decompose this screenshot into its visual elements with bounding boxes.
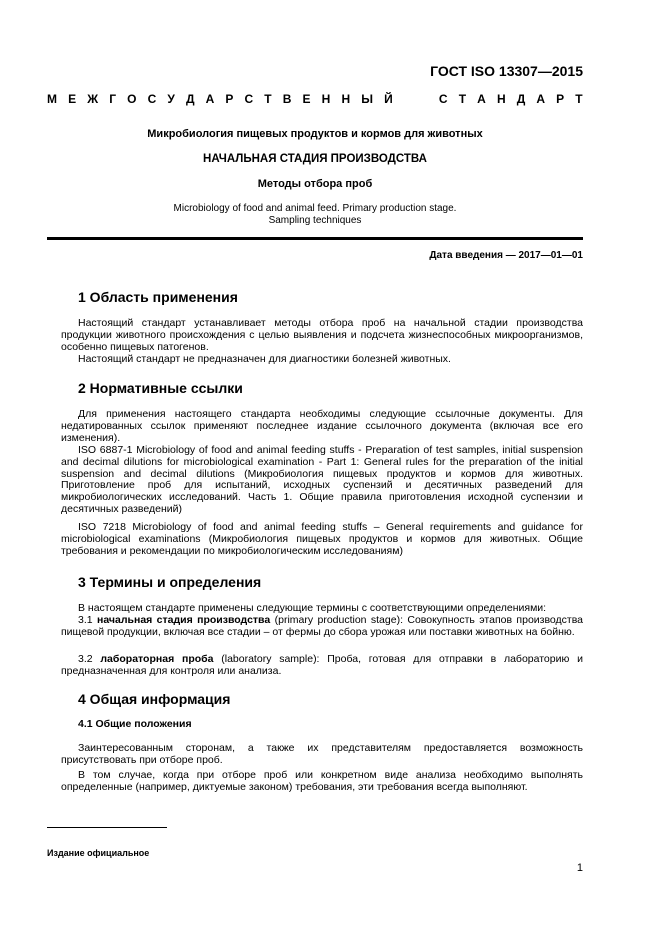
term-3-2: 3.2 лабораторная проба (laboratory sample): Проба, готовая для отправки в лабораторию и предназначенная для контроля или анализа.	[61, 653, 583, 677]
heading-letter: В	[282, 92, 292, 106]
term-3-1: 3.1 начальная стадия производства (primary production stage): Совокупность этапов производства пищевой продукции, включая все стадии – от фермы до сбора урожая или поставки животных на бойню.	[61, 614, 584, 638]
section-4-1-paragraph-2: В том случае, когда при отборе проб или конкретном виде анализа необходимо выполнять определенные (например, диктуемые законом) требования, эти требования всегда выполняют.	[61, 769, 583, 793]
heading-letter: У	[167, 92, 175, 106]
section-3-paragraph-1: В настоящем стандарте применены следующие термины с соответствующими определениями:	[78, 602, 547, 614]
heading-letter: Й	[384, 92, 393, 106]
heading-letter: Д	[185, 92, 195, 106]
heading-letter: Ы	[361, 92, 373, 106]
section-1-heading: 1 Область применения	[78, 289, 238, 305]
heading-letter: О	[127, 92, 137, 106]
page-number: 1	[576, 862, 583, 874]
heading-letter: Г	[109, 92, 117, 106]
heading-letter: Н	[321, 92, 331, 106]
section-3-heading: 3 Термины и определения	[78, 574, 262, 590]
english-title-line1: Microbiology of food and animal feed. Primary production stage.	[173, 203, 457, 214]
official-edition-label: Издание официальное	[47, 848, 150, 858]
interstate-standard-heading	[47, 92, 583, 106]
section-2-paragraph-1: Для применения настоящего стандарта необходимы следующие ссылочные документы. Для недатированных ссылок применяют последнее издание ссылочного документа (включая все его изменения).	[61, 408, 583, 444]
english-title-line2: Sampling techniques	[268, 215, 362, 226]
standard-subject: Микробиология пищевых продуктов и кормов для животных	[147, 128, 483, 140]
heading-letter: Е	[302, 92, 311, 106]
heading-letter: Р	[556, 92, 565, 106]
subsection-4-1-heading: 4.1 Общие положения	[78, 718, 192, 730]
heading-letter: А	[205, 92, 215, 106]
section-2-reference-iso-6887-1: ISO 6887-1 Microbiology of food and animal feeding stuffs - Preparation of test samples, initial suspension and decimal dilutions for microbiological examination - Part 1: General rules for the preparation of the initial suspension and decimal dilutions (Микробиология пищевых продуктов и кормов для животных. Приготовление проб для испытаний, исходных суспензий и десятичных разведений для микробиологических исследований. Часть 1. Общие правила приготовления исходной суспензии и десятичных разведений)	[61, 444, 583, 515]
section-1-paragraph-2: Настоящий стандарт не предназначен для диагностики болезней животных.	[78, 353, 451, 365]
heading-letter: Ж	[87, 92, 99, 106]
heading-letter: Р	[225, 92, 234, 106]
heading-letter: С	[438, 92, 448, 106]
heading-letter: А	[477, 92, 486, 106]
term-3-1-name: начальная стадия производства	[97, 614, 271, 626]
section-1-paragraph-1: Настоящий стандарт устанавливает методы отбора проб на начальной стадии производства продукции животного происхождения с целью выявления и подсчета жизнеспособных микроорганизмов, особенно пищевых патогенов.	[61, 317, 583, 353]
footer-divider	[47, 827, 167, 828]
section-4-1-paragraph-1: Заинтересованным сторонам, а также их представителям предоставляется возможность присутствовать при отборе проб.	[61, 742, 583, 766]
standard-title: НАЧАЛЬНАЯ СТАДИЯ ПРОИЗВОДСТВА	[203, 153, 427, 165]
heading-letter: С	[147, 92, 157, 106]
heading-letter: Е	[68, 92, 77, 106]
standard-subtitle: Методы отбора проб	[257, 178, 373, 190]
section-2-heading: 2 Нормативные ссылки	[78, 380, 243, 396]
section-4-heading: 4 Общая информация	[78, 691, 231, 707]
section-2-reference-iso-7218: ISO 7218 Microbiology of food and animal feeding stuffs – General requirements and guidance for microbiological examinations (Микробиология пищевых продуктов и кормов для животных. Общие требования и рекомендации по микробиологическим исследованиям)	[61, 521, 583, 557]
heading-letter: Д	[516, 92, 526, 106]
document-code: ГОСТ ISO 13307—2015	[430, 63, 583, 79]
heading-letter: Н	[341, 92, 351, 106]
heading-letter: Н	[496, 92, 506, 106]
heading-letter: А	[536, 92, 546, 106]
heading-letter: Т	[264, 92, 272, 106]
english-title	[47, 203, 583, 227]
heading-letter: М	[47, 92, 57, 106]
word-gap	[404, 92, 428, 106]
introduction-date: Дата введения — 2017—01—01	[429, 250, 583, 261]
heading-letter: С	[244, 92, 254, 106]
title-divider	[47, 237, 583, 240]
term-3-2-name: лабораторная проба	[100, 653, 214, 665]
heading-letter: Т	[575, 92, 583, 106]
heading-letter: Т	[458, 92, 467, 106]
